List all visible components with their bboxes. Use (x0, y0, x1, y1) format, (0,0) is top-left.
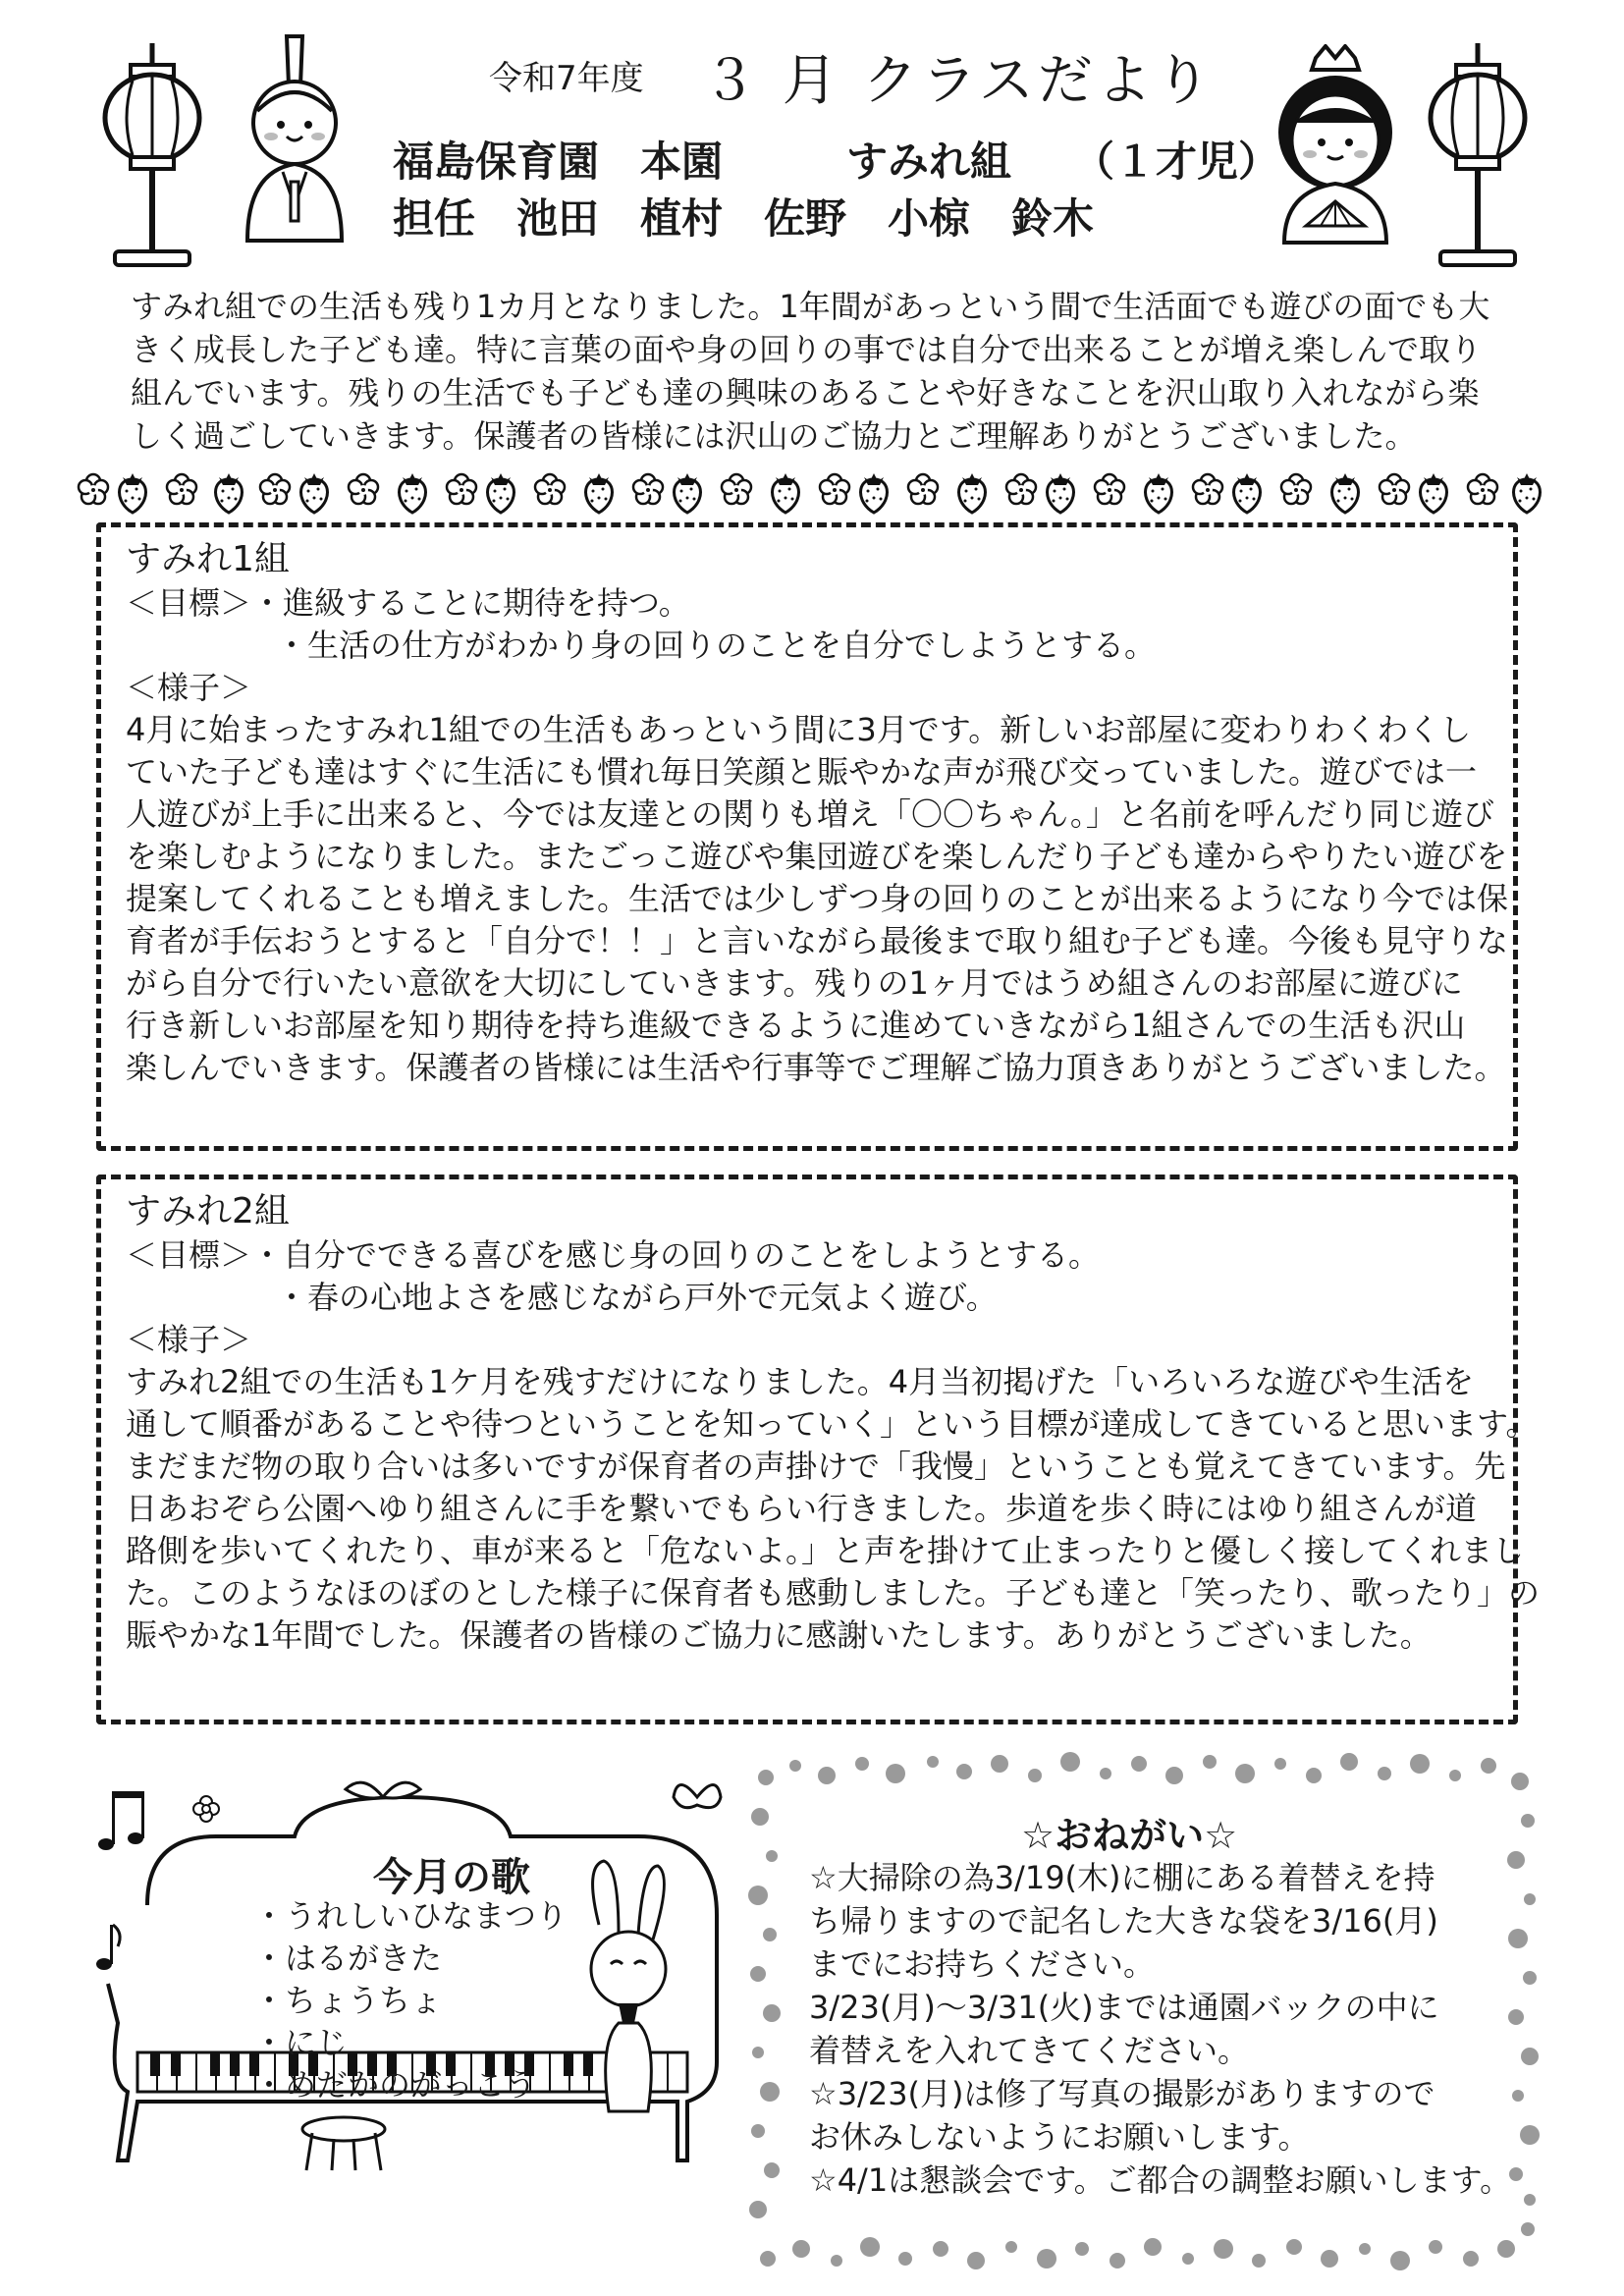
goal-label: ＜目標＞ (126, 584, 252, 622)
request-line: ☆大掃除の為3/19(木)に棚にある着替えを持 (809, 1859, 1435, 1896)
state-label: ＜様子＞ (126, 1321, 252, 1358)
body-line: を楽しむようになりました。またごっこ遊びや集団遊びを楽しんだり子ども達からやりたい遊びを (126, 838, 1508, 875)
body-line: がら自分で行いたい意欲を大切にしていきます。残りの1ヶ月ではうめ組さんのお部屋に遊びに (126, 964, 1463, 1002)
strawberry-flower-divider (74, 462, 1566, 517)
sumire1-section (126, 538, 1520, 1089)
body-line: 通して順番があることや待つということを知っていく」という目標が達成してきていると思います。 (126, 1405, 1538, 1443)
song-item: ・はるがきた (253, 1940, 443, 1977)
body-line: ていた子ども達はすぐに生活にも慣れ毎日笑顔と賑やかな声が飛び交っていました。遊びでは一 (126, 753, 1478, 791)
request-line: 着替えを入れてきてください。 (809, 2032, 1250, 2069)
songs-list (253, 1895, 568, 2106)
body-line: すみれ2組での生活も1ケ月を残すだけになりました。4月当初掲げた「いろいろな遊びや生活を (126, 1363, 1475, 1400)
songs-title: 今月の歌 (373, 1855, 530, 1900)
body-line: 路側を歩いてくれたり、車が来ると「危ないよ。」と声を掛けて止まったりと優しく接してくれまし (126, 1532, 1525, 1569)
body-line: 楽しんでいきます。保護者の皆様には生活や行事等でご理解ご協力頂きありがとうございました。 (126, 1049, 1506, 1086)
fiscal-year-label: 令和7年度 (489, 59, 644, 98)
body-line: 育者が手伝おうとすると「自分で！！」と言いながら最後まで取り組む子ども達。今後も見守りな (126, 922, 1509, 959)
goal-row (126, 582, 1520, 625)
page-title: ３ 月 クラスだより (702, 49, 1215, 113)
ohina-doll-illustration (1267, 44, 1404, 246)
lantern-left-illustration (93, 39, 211, 275)
goal-row (126, 1234, 1520, 1277)
goal-item: ・生活の仕方がわかり身の回りのことを自分でしようとする。 (276, 627, 1157, 664)
song-item: ・めだかのがっこう (253, 2066, 537, 2104)
odairi-doll-illustration (236, 34, 353, 246)
state-label: ＜様子＞ (126, 669, 252, 706)
intro-line: しく過ごしていきます。保護者の皆様には沢山のご協力とご理解ありがとうございました。 (131, 417, 1417, 455)
sumire2-section (126, 1190, 1541, 1657)
request-title: ☆おねがい☆ (1021, 1814, 1238, 1857)
request-line: お休みしないようにお願いします。 (809, 2118, 1310, 2156)
goal-item: ・進級することに期待を持つ。 (251, 584, 690, 622)
sumire1-heading: すみれ1組 (126, 539, 290, 579)
body-line: 4月に始まったすみれ1組での生活もあっという間に3月です。新しいお部屋に変わりわくわくし (126, 711, 1472, 748)
goal-label: ＜目標＞ (126, 1236, 252, 1274)
teachers-line: 担任 池田 植村 佐野 小椋 鈴木 (393, 194, 1095, 243)
lantern-right-illustration (1419, 39, 1537, 275)
body-line: 行き新しいお部屋を知り期待を持ち進級できるように進めていきながら1組さんでの生活も沢山 (126, 1007, 1466, 1044)
intro-line: すみれ組での生活も残り1カ月となりました。1年間があっという間で生活面でも遊びの面でも大 (131, 288, 1490, 325)
song-item: ・にじ (253, 2024, 349, 2061)
goal-item: ・春の心地よさを感じながら戸外で元気よく遊び。 (276, 1279, 998, 1316)
body-line: まだまだ物の取り合いは多いですが保育者の声掛けで「我慢」ということも覚えてきています。先 (126, 1448, 1506, 1485)
body-line: 提案してくれることも増えました。生活では少しずつ身の回りのことが出来るようになり今では保 (126, 880, 1509, 917)
request-line: ☆4/1は懇談会です。ご都合の調整お願いします。 (809, 2161, 1512, 2199)
nursery-class-line: 福島保育園 本園 すみれ組 （１才児） (393, 137, 1280, 186)
body-line: 人遊びが上手に出来ると、今では友達との関りも増え「〇〇ちゃん。」と名前を呼んだり同じ遊び (126, 795, 1494, 833)
sumire2-heading: すみれ2組 (126, 1191, 290, 1231)
body-line: 賑やかな1年間でした。保護者の皆様のご協力に感謝いたします。ありがとうございました。 (126, 1616, 1432, 1654)
intro-line: 組んでいます。残りの生活でも子ども達の興味のあることや好きなことを沢山取り入れながら楽 (131, 374, 1480, 411)
goal-item: ・自分でできる喜びを感じ身の回りのことをしようとする。 (251, 1236, 1101, 1274)
body-line: た。このようなほのぼのとした様子に保育者も感動しました。子ども達と「笑ったり、歌ったり」の (126, 1574, 1541, 1612)
intro-paragraph (131, 285, 1525, 458)
request-line: 3/23(月)～3/31(火)までは通園バックの中に (809, 1989, 1439, 2026)
song-item: ・うれしいひなまつり (253, 1897, 568, 1935)
body-line: 日あおぞら公園へゆり組さんに手を繋いでもらい行きました。歩道を歩く時にはゆり組さんが道 (126, 1490, 1478, 1527)
request-line: ち帰りますので記名した大きな袋を3/16(月) (809, 1902, 1438, 1940)
intro-line: きく成長した子ども達。特に言葉の面や身の回りの事では自分で出来ることが増え楽しんで取り (131, 331, 1483, 368)
request-line: までにお持ちください。 (809, 1945, 1156, 1983)
request-line: ☆3/23(月)は修了写真の撮影がありますので (809, 2075, 1435, 2112)
song-item: ・ちょうちょ (253, 1982, 443, 2019)
request-list (809, 1856, 1516, 2202)
